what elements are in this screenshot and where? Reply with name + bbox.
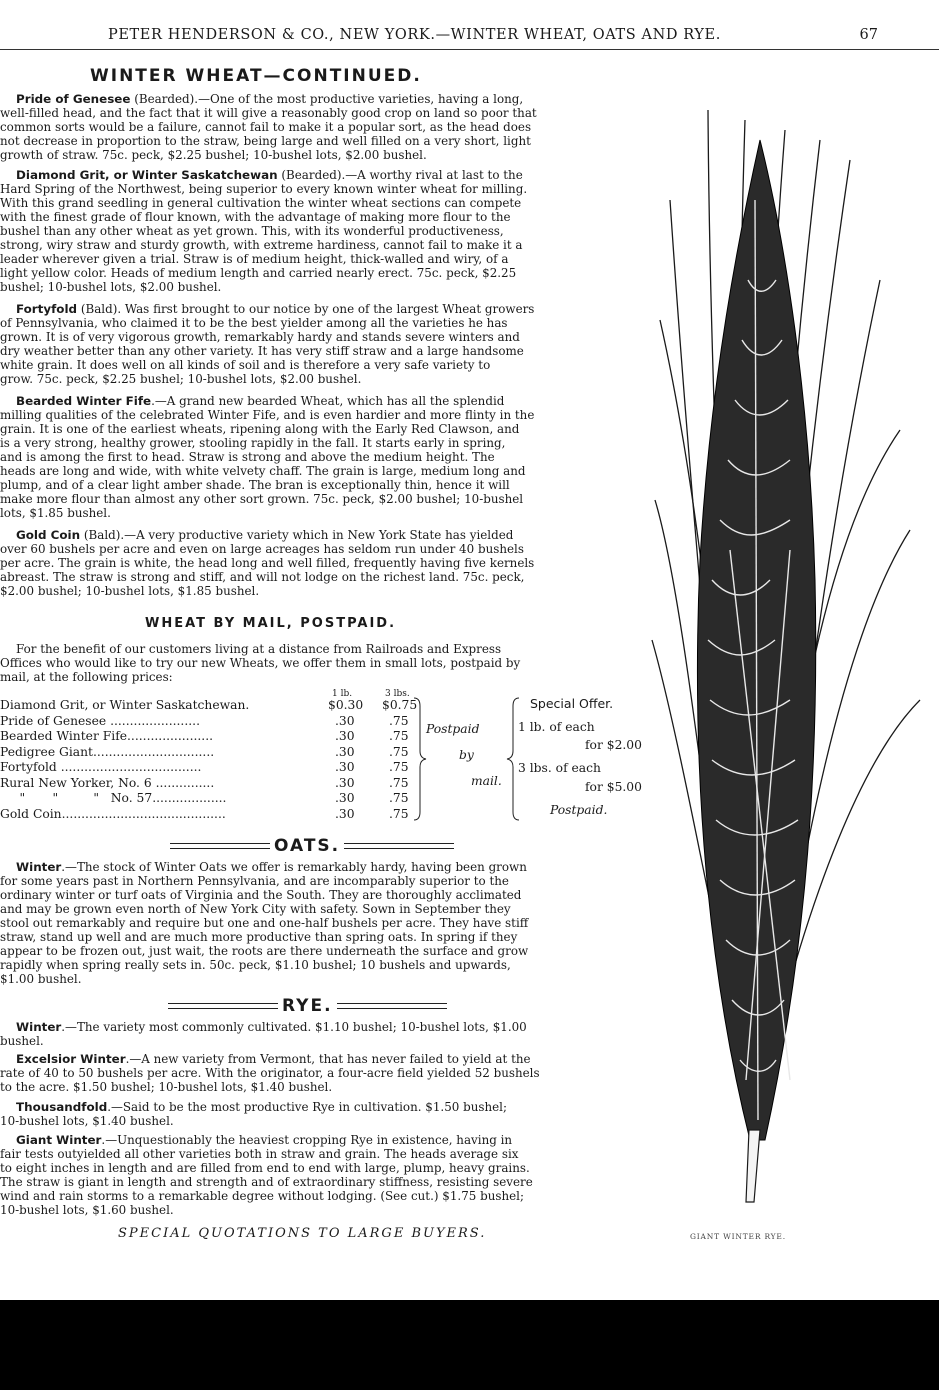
entry-winter-oats (0, 860, 648, 986)
entry-line: leader wherever given a trial. Straw is of medium height, thick-walled and wiry, of a (0, 252, 509, 266)
special-offer-postpaid: Postpaid. (550, 803, 608, 817)
entry-line: and may be grown even north of New York City with safety. Sown in September they (0, 902, 511, 916)
special-offer-price-5: for $5.00 (585, 780, 642, 794)
entry-line: Hard Spring of the Northwest, being superior to every known winter wheat for milling. (0, 182, 528, 196)
entry-line: common sorts would be a failure, cannot fail to make it a popular sort, as the head does (0, 120, 532, 134)
entry-line: stool out remarkably and require but one and one-half bushels per acre. They have stiff (0, 916, 529, 930)
row-name: Pride of Genesee ....................... (0, 713, 200, 728)
entry-name: Winter (16, 860, 62, 874)
row-name: Diamond Grit, or Winter Saskatchewan. (0, 698, 250, 712)
entry-diamond-grit (0, 168, 648, 294)
entry-line: heads are long and wide, with white velvety chaff. The grain is large, medium long and (0, 464, 526, 478)
page-number: 67 (859, 27, 878, 43)
price-3lbs: .75 (389, 744, 409, 759)
giant-winter-rye-illustration (650, 80, 930, 1230)
entry-line: wind and rain storms to a remarkable degree without lodging. (See cut.) $1.75 bushel; (0, 1189, 524, 1203)
entry-bearded-winter-fife (0, 394, 648, 520)
price-1lb: .30 (335, 760, 355, 774)
entry-line: white grain. It does well on all kinds of soil and is therefore a very safe variety to (0, 358, 491, 372)
entry-line: light yellow color. Heads of medium length and carried nearly erect. 75c. peck, $2.25 (0, 266, 517, 280)
entry-line: .—Said to be the most productive Rye in cultivation. $1.50 bushel; (107, 1100, 507, 1114)
entry-fortyfold (0, 302, 648, 386)
entry-line: grain. It is one of the earliest wheats, ripening along with the Early Red Clawson, and (0, 422, 520, 436)
entry-name: Bearded Winter Fife (16, 394, 152, 408)
special-offer-1lb: 1 lb. of each (518, 720, 595, 734)
mail-intro (0, 642, 648, 684)
price-1lb: .30 (335, 806, 355, 821)
special-offer-3lbs: 3 lbs. of each (518, 761, 601, 775)
section-title-rye (168, 996, 447, 1016)
entry-name: Winter (16, 1020, 62, 1034)
entry-excelsior-winter (0, 1052, 648, 1094)
running-header (0, 20, 939, 50)
col-header-1lb: 1 lb. (332, 689, 353, 699)
col-header-3lbs: 3 lbs. (385, 689, 410, 699)
entry-line: growth of straw. 75c. peck, $2.25 bushel; 10-bushel lots, $2.00 bushel. (0, 148, 427, 162)
entry-line: The straw is giant in length and strength and of extraordinary stiffness, resisting severe (0, 1175, 533, 1189)
entry-line: abreast. The straw is strong and stiff, and will not lodge on the richest land. 75c. peck, (0, 570, 525, 584)
section-title-winter-wheat: WINTER WHEAT—CONTINUED. (90, 66, 422, 86)
entry-line: grown. It is of very vigorous growth, remarkably hardy and stands severe winters and (0, 330, 520, 344)
entry-line: dry weather better than any other variety. It has very stiff straw and a large handsome (0, 344, 524, 358)
entry-line: per acre. The grain is white, the head long and well filled, frequently having five kernels (0, 556, 535, 570)
entry-line: for some years past in Northern Pennsylvania, and are incomparably superior to the (0, 874, 509, 888)
price-3lbs: .75 (389, 806, 409, 821)
entry-name: Thousandfold (16, 1100, 108, 1114)
special-offer-brace (505, 696, 521, 822)
entry-line: with the finest grade of flour known, with the advantage of making more flour to the (0, 210, 511, 224)
entry-line: $1.00 bushel. (0, 972, 82, 986)
entry-name: Diamond Grit, or Winter Saskatchewan (16, 168, 278, 182)
entry-line: With this grand seedling in general cultivation the winter wheat sections can compete (0, 196, 522, 210)
price-3lbs: .75 (389, 791, 409, 805)
header-title: PETER HENDERSON & CO., NEW YORK.—WINTER WHEAT, OATS AND RYE. (108, 27, 721, 43)
entry-line: (Bearded).—A worthy rival at last to the (277, 168, 523, 182)
section-title-oats (170, 836, 454, 856)
title-rule-left (168, 1003, 278, 1009)
postpaid-by-label: by (459, 748, 474, 762)
entry-winter-rye (0, 1020, 648, 1048)
entry-line: bushel than any other wheat as yet grown. This, with its wonderful productiveness, (0, 224, 504, 238)
section-title-wheat-by-mail: WHEAT BY MAIL, POSTPAID. (145, 616, 397, 631)
entry-line: rate of 40 to 50 bushels per acre. With the originator, a four-acre field yielded 52 bushels (0, 1066, 540, 1080)
entry-pride-of-genesee (0, 92, 648, 162)
row-name: Gold Coin.......................................... (0, 806, 226, 821)
entry-line: grow. 75c. peck, $2.25 bushel; 10-bushel lots, $2.00 bushel. (0, 372, 362, 386)
rye-title-text: RYE. (282, 996, 333, 1016)
entry-line: plump, and of a clear light amber shade. The bran is exceptionally thin, hence it will (0, 478, 510, 492)
special-offer-title: Special Offer. (530, 696, 614, 711)
entry-line: to the acre. $1.50 bushel; 10-bushel lots, $1.40 bushel. (0, 1080, 333, 1094)
entry-line: strong, wiry straw and sturdy growth, with extreme hardiness, cannot fail to make it a (0, 238, 523, 252)
entry-line: milling qualities of the celebrated Winter Fife, and is even hardier and more flinty in the (0, 408, 535, 422)
price-1lb: .30 (335, 791, 355, 805)
title-rule-right (344, 843, 454, 849)
header-rule (0, 49, 939, 50)
illustration-caption: GIANT WINTER RYE. (690, 1232, 786, 1241)
row-name: Pedigree Giant............................... (0, 744, 215, 759)
postpaid-brace (410, 696, 436, 822)
price-1lb: .30 (335, 775, 355, 790)
entry-line: .—The stock of Winter Oats we offer is remarkably hardy, having been grown (61, 860, 527, 874)
entry-name: Pride of Genesee (16, 92, 131, 106)
entry-name: Giant Winter (16, 1133, 102, 1147)
price-1lb: .30 (335, 744, 355, 759)
price-1lb: .30 (335, 729, 355, 743)
entry-line: (Bald).—A very productive variety which in New York State has yielded (80, 528, 514, 542)
entry-line: bushel; 10-bushel lots, $2.00 bushel. (0, 280, 222, 294)
entry-line: rapidly when spring really sets in. 50c. peck, $1.10 bushel; 10 bushels and upwards, (0, 958, 511, 972)
entry-line: make more flour than almost any other sort grown. 75c. peck, $2.00 bushel; 10-bushel (0, 492, 524, 506)
entry-name: Gold Coin (16, 528, 81, 542)
special-offer-price-2: for $2.00 (585, 738, 642, 752)
entry-line: lots, $1.85 bushel. (0, 506, 111, 520)
postpaid-mail-label: mail. (471, 774, 502, 788)
price-3lbs: $0.75 (382, 698, 418, 712)
title-rule-right (337, 1003, 447, 1009)
entry-line: .—The variety most commonly cultivated. $1.10 bushel; 10-bushel lots, $1.00 (61, 1020, 527, 1034)
entry-line: .—Unquestionably the heaviest cropping Rye in existence, having in (101, 1133, 513, 1147)
postpaid-label: Postpaid (426, 722, 480, 736)
entry-line: 10-bushel lots, $1.40 bushel. (0, 1114, 174, 1128)
entry-line: is a very strong, healthy grower, stooling rapidly in the fall. It starts early in spring, (0, 436, 506, 450)
entry-giant-winter (0, 1133, 648, 1217)
entry-line: .—A grand new bearded Wheat, which has all the splendid (151, 394, 505, 408)
entry-line: not decrease in proportion to the straw, being large and well filled on a very short, light (0, 134, 531, 148)
text-column (0, 58, 660, 1248)
footer-note: SPECIAL QUOTATIONS TO LARGE BUYERS. (118, 1226, 487, 1241)
price-3lbs: .75 (389, 760, 409, 774)
row-name: Fortyfold .................................... (0, 760, 202, 774)
entry-line: and is among the first to head. Straw is strong and above the medium height. The (0, 450, 495, 464)
row-name: Rural New Yorker, No. 6 ............... (0, 775, 215, 790)
entry-line: .—A new variety from Vermont, that has never failed to yield at the (125, 1052, 531, 1066)
entry-gold-coin (0, 528, 648, 598)
price-3lbs: .75 (389, 729, 409, 743)
entry-line: bushel. (0, 1034, 44, 1048)
entry-line: (Bearded).—One of the most productive varieties, having a long, (130, 92, 524, 106)
entry-line: straw, stand up well and are much more productive than spring oats. In spring if they (0, 930, 518, 944)
entry-name: Fortyfold (16, 302, 78, 316)
row-name: Bearded Winter Fife...................... (0, 729, 214, 743)
entry-line: of Pennsylvania, who claimed it to be the best yielder among all the varieties he has (0, 316, 508, 330)
price-3lbs: .75 (389, 713, 409, 728)
price-1lb: .30 (335, 713, 355, 728)
entry-name: Excelsior Winter (16, 1052, 126, 1066)
entry-thousandfold (0, 1100, 648, 1128)
entry-line: fair tests outyielded all other varieties both in straw and grain. The heads average six (0, 1147, 519, 1161)
entry-line: appear to be frozen out, just wait, the roots are there underneath the surface and grow (0, 944, 529, 958)
intro-line: mail, at the following prices: (0, 670, 173, 684)
entry-line: (Bald). Was first brought to our notice by one of the largest Wheat growers (77, 302, 535, 316)
entry-line: over 60 bushels per acre and even on large acreages has seldom run under 40 bushels (0, 542, 524, 556)
oats-title-text: OATS. (274, 836, 341, 856)
entry-line: to eight inches in length and are filled from end to end with large, plump, heavy grains. (0, 1161, 530, 1175)
row-name: " " " No. 57................... (0, 791, 227, 805)
entry-line: 10-bushel lots, $1.60 bushel. (0, 1203, 174, 1217)
intro-line: For the benefit of our customers living at a distance from Railroads and Express (16, 642, 502, 656)
price-1lb: $0.30 (328, 698, 364, 712)
entry-line: ordinary winter or turf oats of Virginia and the South. They are thoroughly acclimated (0, 888, 522, 902)
entry-line: well-filled head, and the fact that it will give a reasonably good crop on land so poor that (0, 106, 537, 120)
title-rule-left (170, 843, 270, 849)
entry-line: $2.00 bushel; 10-bushel lots, $1.85 bushel. (0, 584, 260, 598)
mail-price-table (0, 689, 650, 858)
intro-line: Offices who would like to try our new Wheats, we offer them in small lots, postpaid by (0, 656, 521, 670)
price-3lbs: .75 (389, 775, 409, 790)
